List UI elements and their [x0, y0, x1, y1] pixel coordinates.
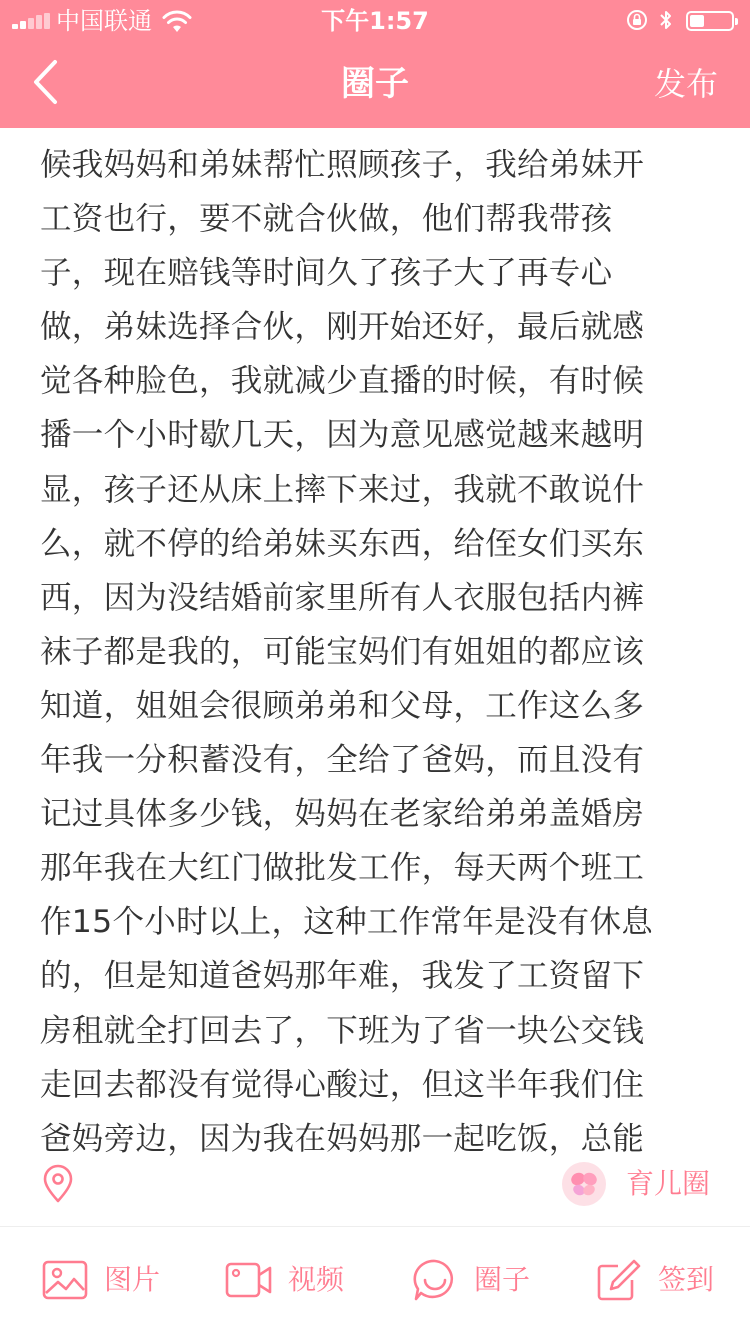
status-time: 下午1:57	[321, 7, 429, 35]
header	[0, 0, 750, 128]
post-text-line: 知道，姐姐会很顾弟弟和父母，工作这么多	[40, 687, 645, 724]
post-text-line: 工资也行，要不就合伙做，他们帮我带孩	[40, 201, 613, 238]
toolbar-video-label: 视频	[288, 1263, 345, 1296]
circle-avatar	[562, 1162, 606, 1206]
post-text-line: 觉各种脸色，我就减少直播的时候，有时候	[40, 363, 645, 400]
post-meta-row	[0, 1152, 750, 1216]
check-in-icon	[596, 1258, 642, 1302]
circle-chat-icon	[412, 1258, 458, 1302]
location-pin-icon[interactable]	[40, 1164, 76, 1204]
post-text-line: 记过具体多少钱，妈妈在老家给弟弟盖婚房	[40, 796, 645, 833]
post-text-line: 走回去都没有觉得心酸过，但这半年我们住	[40, 1066, 645, 1103]
toolbar-checkin-label: 签到	[658, 1263, 715, 1296]
post-text-line: 袜子都是我的，可能宝妈们有姐姐的都应该	[40, 633, 645, 670]
battery-icon	[686, 11, 734, 31]
post-text-line: 播一个小时歇几天，因为意见感觉越来越明	[40, 417, 645, 454]
post-text-line: 显，孩子还从床上摔下来过，我就不敢说什	[40, 471, 645, 508]
butterfly-icon	[569, 1169, 599, 1199]
battery-level	[690, 15, 704, 27]
rotation-lock-icon	[626, 9, 648, 31]
toolbar-video-button[interactable]	[224, 1255, 344, 1305]
post-text-line: 作15个小时以上，这种工作常年是没有休息	[40, 904, 654, 941]
circle-name: 育儿圈	[625, 1167, 710, 1200]
post-text-line: 房租就全打回去了，下班为了省一块公交钱	[40, 1012, 645, 1049]
status-bar	[0, 0, 750, 40]
toolbar-checkin-button[interactable]	[594, 1255, 714, 1305]
video-icon	[225, 1260, 273, 1300]
post-text-area[interactable]	[40, 138, 700, 1158]
post-text-line: 子，现在赔钱等时间久了孩子大了再专心	[40, 255, 613, 292]
post-text-line: 那年我在大红门做批发工作，每天两个班工	[40, 850, 645, 887]
post-text-line: 西，因为没结婚前家里所有人衣服包括内裤	[40, 579, 645, 616]
nav-bar	[0, 40, 750, 128]
carrier-name: 中国联通	[56, 7, 152, 35]
post-text-line: 年我一分积蓄没有，全给了爸妈，而且没有	[40, 742, 645, 779]
post-text-line: 的，但是知道爸妈那年难，我发了工资留下	[40, 958, 645, 995]
toolbar-circle-button[interactable]	[410, 1255, 530, 1305]
toolbar-image-button[interactable]	[40, 1255, 160, 1305]
bottom-toolbar	[0, 1227, 750, 1334]
post-text-line: 做，弟妹选择合伙，刚开始还好，最后就感	[40, 309, 645, 346]
toolbar-circle-label: 圈子	[474, 1263, 531, 1296]
publish-button[interactable]: 发布	[653, 65, 718, 103]
toolbar-image-label: 图片	[104, 1263, 161, 1296]
post-text-line: 爸妈旁边，因为我在妈妈那一起吃饭，总能	[40, 1120, 645, 1157]
post-text-line: 候我妈妈和弟妹帮忙照顾孩子，我给弟妹开	[40, 147, 645, 183]
post-text-line: 么，就不停的给弟妹买东西，给侄女们买东	[40, 525, 645, 562]
page-title: 圈子	[341, 64, 409, 104]
image-icon	[42, 1260, 88, 1300]
circle-tag[interactable]	[562, 1160, 710, 1208]
bluetooth-icon	[658, 8, 674, 32]
